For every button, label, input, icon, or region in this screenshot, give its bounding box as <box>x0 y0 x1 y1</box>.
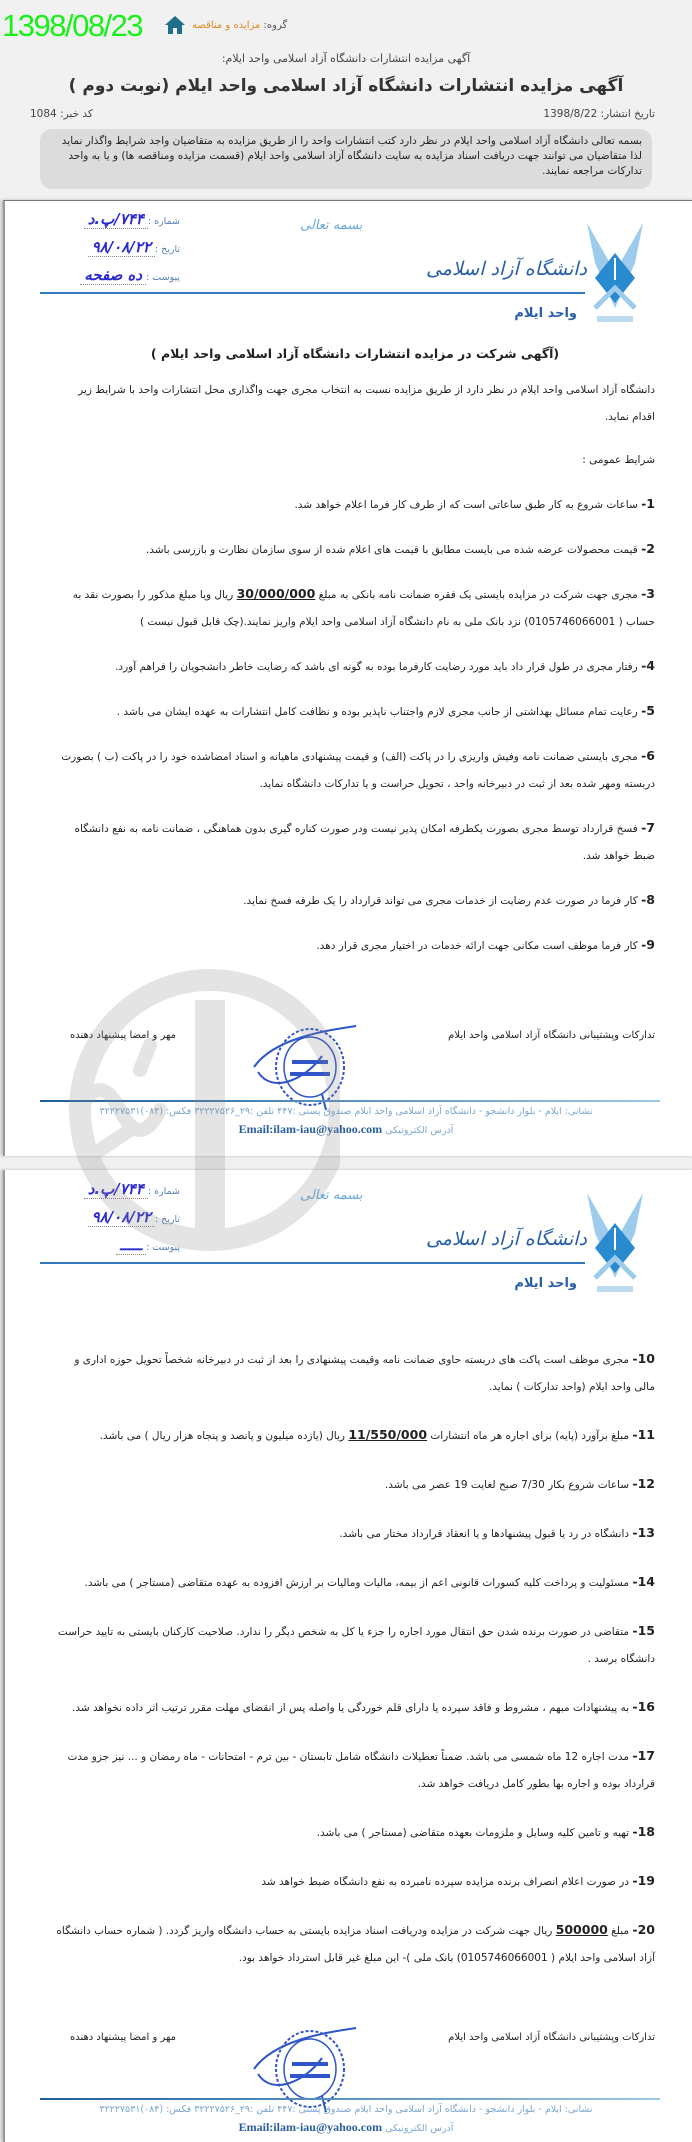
item-text: کار فرما موظف است مکانی جهت ارائه خدمات در اختیار مجری قرار دهد. <box>316 940 642 952</box>
letterhead-rule <box>40 292 585 294</box>
item-text: کار فرما در صورت عدم رضایت از خدمات مجری می تواند قرارداد را یک طرفه فسخ نماید. <box>243 895 642 907</box>
group-label: گروه: <box>263 20 288 31</box>
item-text: مدت اجاره 12 ماه شمسی می باشد. ضمناً تعطیلات دانشگاه شامل تابستان - بین ترم - امتحانات - ماه رمضان و ... نیز جزو مدت قرارداد بوده و اجاره بها بطور کامل دریافت خواهد شد. <box>67 1751 655 1790</box>
condition-item <box>55 931 655 960</box>
conditions-body <box>55 1345 655 1992</box>
number-field-label: شماره : <box>147 216 180 227</box>
item-number: 12- <box>632 1476 655 1491</box>
item-text-cont: ریال ویا مبلغ مذکور را بصورت نقد به حساب ( 0105746066001) نزد بانک ملی به نام دانشگاه آزاد اسلامی واحد ایلام واریز نمایند.(چک قابل قبول نیست ) <box>72 589 655 628</box>
conditions-body <box>55 346 655 976</box>
official-stamp-icon <box>250 2024 360 2114</box>
item-number: 1- <box>641 496 655 511</box>
item-text: فسخ قرارداد توسط مجری بصورت یکطرفه امکان پذیر نیست ودر صورت کناره گیری بدون هماهنگی ، ضمانت نامه به نفع دانشگاه ضبط خواهد شد. <box>74 823 655 862</box>
item-text: ساعات شروع به کار طبق ساعاتی است که از طرف کار فرما اعلام خواهد شد. <box>294 499 642 511</box>
item-number: 19- <box>632 1873 655 1888</box>
footer-address: نشانی: ایلام - بلوار دانشجو - دانشگاه آزاد اسلامی واحد ایلام صندوق پستی :۴۴۷ تلفن :۲۹_۳۲۲۲۷۵۲۶ فکس: (۰۸۴)۳۲۲۲۷۵۳۱ <box>99 2104 593 2115</box>
footer-email-label: آدرس الکترونیکی <box>382 1125 454 1136</box>
item-number: 14- <box>632 1574 655 1589</box>
item-text-cont: ریال جهت شرکت در مزایده ودریافت اسناد مزایده بایستی به حساب دانشگاه واریز گردد. ( شماره حساب دانشگاه آزاد اسلامی واحد ایلام ( 0105746066001) بانک ملی )- این مبلغ غیر قابل استرداد خواهد بود. <box>56 1925 655 1964</box>
bismillah-calligraphy: بسمه تعالی <box>300 218 363 233</box>
condition-item <box>55 1818 655 1847</box>
university-name: دانشگاه آزاد اسلامی <box>425 258 587 280</box>
condition-item <box>55 1617 655 1673</box>
unit-name: واحد ایلام <box>514 306 577 321</box>
footer-address: نشانی: ایلام - بلوار دانشجو - دانشگاه آزاد اسلامی واحد ایلام صندوق پستی :۴۴۷ تلفن :۲۹_۳۲۲۲۷۵۲۶ فکس: (۰۸۴)۳۲۲۲۷۵۳۱ <box>99 1106 593 1117</box>
item-text: مبلغ برآورد (پایه) برای اجاره هر ماه انتشارات <box>427 1430 633 1442</box>
item-text: مجری بایستی ضمانت نامه وفیش واریزی را در پاکت (الف) و قیمت پیشنهادی ماهیانه و اسناد امضاشده خود را در پاکت (ب ) بصورت دربسته ومهر شده بعد از ثبت در دبیرخانه واحد ، تحویل حراست و یا تدارکات دانشگاه نماید. <box>61 751 655 790</box>
university-logo <box>585 1188 645 1298</box>
condition-item <box>55 580 655 636</box>
condition-item <box>55 1568 655 1597</box>
news-subtitle: آگهی مزایده انتشارات دانشگاه آزاد اسلامی واحد ایلام: <box>221 52 471 65</box>
condition-item <box>55 1867 655 1896</box>
condition-item <box>55 1470 655 1499</box>
university-logo <box>585 218 645 328</box>
condition-item <box>55 814 655 870</box>
date-field <box>40 238 180 256</box>
news-summary: بسمه تعالی دانشگاه آزاد اسلامی واحد ایلام در نظر دارد کتب انتشارات واحد را از طریق مزایده به متقاضیان واجد شرایط واگذار نماید لذا متقاضیان می توانند جهت دریافت اسناد مزایده به سایت دانشگاه آزاد اسلامی واحد ایلام (قسمت مزایده ومناقصه ها) و یا به واحد تدارکات مراجعه نمایند. <box>40 129 652 189</box>
item-number: 6- <box>641 748 655 763</box>
number-field-value: ۷۴۴/پ.د <box>84 210 148 229</box>
date-field-value: ۹۸/۰۸/۲۲ <box>88 238 155 257</box>
document-title: (آگهی شرکت در مزایده انتشارات دانشگاه آزاد اسلامی واحد ایلام ) <box>150 346 560 361</box>
condition-item <box>55 886 655 915</box>
news-title: آگهی مزایده انتشارات دانشگاه آزاد اسلامی واحد ایلام (نوبت دوم ) <box>68 76 624 96</box>
item-text: در صورت اعلام انصراف برنده مزایده سپرده نامبرده به نفع دانشگاه ضبط خواهد شد <box>261 1876 633 1888</box>
item-number: 7- <box>641 820 655 835</box>
attachment-field-value: ـــــ <box>116 1236 146 1255</box>
condition-item <box>55 1345 655 1401</box>
condition-item <box>55 1693 655 1722</box>
attachment-field-value: ده صفحه <box>80 266 146 285</box>
item-text: متقاضی در صورت برنده شدن حق انتقال مورد اجاره را جزء یا کل به شخص دیگر را ندارد. صلاحیت کارکنان بایستی به تایید حراست دانشگاه برسد . <box>57 1626 655 1665</box>
footer-email[interactable]: Email:ilam-iau@yahoo.com <box>238 1122 383 1136</box>
item-text: قیمت محصولات عرضه شده می بایست مطابق با قیمت های اعلام شده از سوی سازمان نظارت و بازرسی باشد. <box>145 544 642 556</box>
signatory-bidder: مهر و امضا پیشنهاد دهنده <box>70 2032 176 2043</box>
item-number: 11- <box>632 1427 655 1442</box>
item-text: مسئولیت و پرداخت کلیه کسورات قانونی اعم از بیمه، مالیات ومالیات بر ارزش افزوده به عهده متقاضی (مستاجر ) می باشد. <box>84 1577 633 1589</box>
item-number: 18- <box>632 1824 655 1839</box>
condition-item <box>55 1519 655 1548</box>
condition-item <box>55 535 655 564</box>
signatory-procurement: تدارکات وپشتیبانی دانشگاه آزاد اسلامی واحد ایلام <box>448 2032 655 2043</box>
number-field <box>40 1180 180 1198</box>
condition-item <box>55 1421 655 1450</box>
item-number: 5- <box>641 703 655 718</box>
item-amount: 30/000/000 <box>236 586 316 601</box>
item-number: 13- <box>632 1525 655 1540</box>
footer-email-label: آدرس الکترونیکی <box>382 2123 454 2134</box>
item-amount: 500000 <box>555 1922 608 1937</box>
bismillah-calligraphy: بسمه تعالی <box>300 1188 363 1203</box>
item-text: رعایت تمام مسائل بهداشتی از جانب مجری لازم واجتناب ناپذیر بوده و نظافت کامل انتشارات به عهده ایشان می باشد . <box>116 706 642 718</box>
university-name: دانشگاه آزاد اسلامی <box>425 1228 587 1250</box>
number-field-value: ۷۴۴/پ.د <box>84 1180 148 1199</box>
group-link[interactable]: مزایده و مناقصه <box>192 20 261 31</box>
attachment-field-label: پیوست : <box>146 1242 180 1253</box>
date-field-label: تاریخ : <box>154 1214 180 1225</box>
condition-item <box>55 1916 655 1972</box>
condition-item <box>55 1742 655 1798</box>
official-stamp-icon <box>250 1022 360 1112</box>
footer-rule <box>40 2098 660 2100</box>
item-number: 3- <box>641 586 655 601</box>
item-text-cont: ریال (یازده میلیون و پانصد و پنجاه هزار ریال ) می باشد. <box>99 1430 349 1442</box>
attachment-field <box>40 266 180 284</box>
item-number: 8- <box>641 892 655 907</box>
letterhead-rule <box>40 1262 585 1264</box>
publish-date: تاریخ انتشار: 1398/8/22 <box>543 108 655 120</box>
conditions-heading: شرایط عمومی : <box>582 454 655 466</box>
intro-paragraph: دانشگاه آزاد اسلامی واحد ایلام در نظر دارد از طریق مزایده نسبت به انتخاب مجری جهت واگذاری محل انتشارات واحد با شرایط زیر اقدام نماید. <box>78 384 655 423</box>
item-text: تهیه و تامین کلیه وسایل و ملزومات بعهده متقاضی (مستاجر ) می باشد. <box>316 1827 633 1839</box>
date-field-label: تاریخ : <box>154 244 180 255</box>
condition-item <box>55 697 655 726</box>
number-field <box>40 210 180 228</box>
item-number: 10- <box>632 1351 655 1366</box>
condition-item <box>55 652 655 681</box>
item-text: دانشگاه در رد یا قبول پیشنهادها و یا انعقاد قرارداد مختار می باشد. <box>339 1528 633 1540</box>
condition-item <box>55 490 655 519</box>
item-number: 9- <box>641 937 655 952</box>
unit-name: واحد ایلام <box>514 1276 577 1291</box>
attachment-field-label: پیوست : <box>146 272 180 283</box>
home-icon[interactable] <box>164 14 186 36</box>
item-text: مجری موظف است پاکت های دربسته حاوی ضمانت نامه وقیمت پیشنهادی را بعد از ثبت در دبیرخانه شخصاً تحویل حوزه اداری و مالی واحد ایلام (واحد تدارکات ) نماید. <box>74 1354 655 1393</box>
date-overlay: 1398/08/23 <box>2 8 143 43</box>
item-text: رفتار مجری در طول قرار داد باید مورد رضایت کارفرما بوده به گونه ای باشد که رضایت خاطر دانشجویان را فراهم آورد. <box>115 661 642 673</box>
news-group <box>192 20 287 31</box>
footer-rule <box>40 1100 660 1102</box>
item-number: 15- <box>632 1623 655 1638</box>
footer-email[interactable]: Email:ilam-iau@yahoo.com <box>238 2120 383 2134</box>
condition-item <box>55 742 655 798</box>
news-code: کد خبر: 1084 <box>30 108 93 120</box>
attachment-field <box>40 1236 180 1254</box>
signatory-procurement: تدارکات وپشتیبانی دانشگاه آزاد اسلامی واحد ایلام <box>448 1030 655 1041</box>
signatory-bidder: مهر و امضا پیشنهاد دهنده <box>70 1030 176 1041</box>
item-number: 2- <box>641 541 655 556</box>
item-number: 16- <box>632 1699 655 1714</box>
item-text: ساعات شروع بکار 7/30 صبح لغایت 19 عصر می باشد. <box>384 1479 633 1491</box>
footer-email-row <box>0 1122 692 1137</box>
item-text: مبلغ <box>607 1925 633 1937</box>
item-amount: 11/550/000 <box>348 1427 428 1442</box>
number-field-label: شماره : <box>147 1186 180 1197</box>
item-number: 17- <box>632 1748 655 1763</box>
date-field-value: ۹۸/۰۸/۲۲ <box>88 1208 155 1227</box>
date-field <box>40 1208 180 1226</box>
item-text: به پیشنهادات مبهم ، مشروط و فاقد سپرده یا دارای قلم خوردگی یا واصله پس از انقضای مهلت مقرر ترتیب اثر داده نخواهد شد. <box>72 1702 633 1714</box>
item-number: 4- <box>641 658 655 673</box>
item-text: مجری جهت شرکت در مزایده بایستی یک فقره ضمانت نامه بانکی به مبلغ <box>315 589 642 601</box>
footer-email-row <box>0 2120 692 2135</box>
item-number: 20- <box>632 1922 655 1937</box>
